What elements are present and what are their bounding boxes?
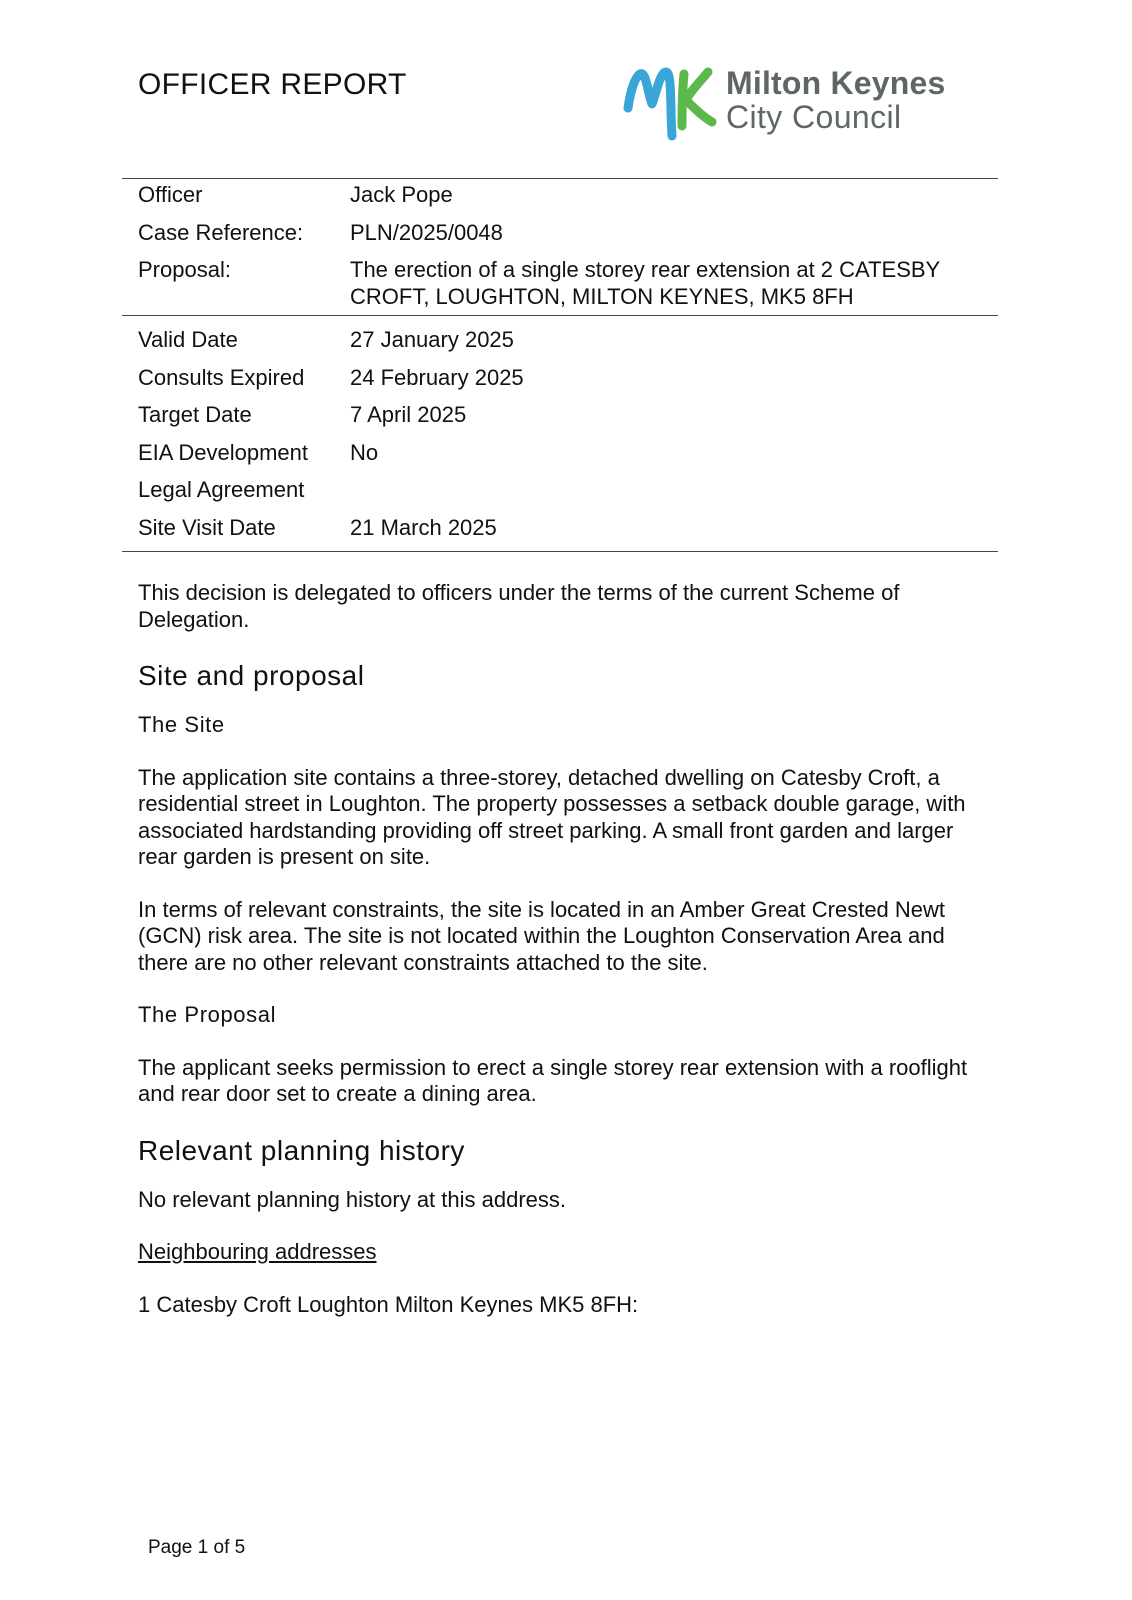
constraints-paragraph: In terms of relevant constraints, the site is located in an Amber Great Crested Newt (GCN) risk area. The site is not located within the Loughton Conservation Area and there are no other relevant constraints attached to the site. [138,896,946,975]
planning-history-heading: Relevant planning history [138,1134,465,1166]
report-body [138,580,998,1344]
date-row [122,476,998,514]
proposal-paragraph: The applicant seeks permission to erect a single storey rear extension with a rooflight and rear door set to create a dining area. [138,1054,968,1106]
neighbouring-addresses-heading: Neighbouring addresses [138,1239,377,1264]
date-value: 7 April 2025 [350,402,467,427]
logo-wordmark [726,67,946,133]
page-number: Page 1 of 5 [148,1537,246,1558]
date-label: Valid Date [122,316,350,364]
site-and-proposal-heading: Site and proposal [138,660,365,691]
date-label: Site Visit Date [122,514,350,552]
delegation-paragraph: This decision is delegated to officers under the terms of the current Scheme of Delegation. [138,580,900,632]
date-value: 27 January 2025 [350,316,998,364]
date-label: EIA Development [138,439,308,465]
date-label: Consults Expired [138,364,305,390]
report-title: OFFICER REPORT [138,68,407,101]
planning-history-paragraph: No relevant planning history at this address. [138,1186,567,1212]
date-value: 24 February 2025 [350,364,524,390]
date-value [350,476,998,514]
proposal-label: Proposal: [138,257,231,282]
officer-row [122,179,998,219]
date-label: Target Date [138,402,252,427]
date-value: 21 March 2025 [350,514,998,552]
officer-label: Officer [122,179,350,219]
case-reference-label: Case Reference: [138,219,304,245]
mk-logo-mark [622,64,718,144]
proposal-value: The erection of a single storey rear extension at 2 CATESBY CROFT, LOUGHTON, MILTON KEYNES, MK5 8FH [350,257,940,309]
logo-line-2: City Council [726,99,902,135]
date-row [122,439,998,477]
council-logo [622,64,1002,144]
date-label: Legal Agreement [138,477,305,502]
site-paragraph: The application site contains a three-storey, detached dwelling on Catesby Croft, a residential street in Loughton. The property possesses a setback double garage, with associated hardstanding providing off street parking. A small front garden and larger rear garden is present on site. [138,764,966,869]
officer-value: Jack Pope [350,179,998,219]
date-row [122,316,998,364]
date-row [122,514,998,552]
neighbour-address: 1 Catesby Croft Loughton Milton Keynes MK5 8FH: [138,1291,639,1317]
case-reference-row [122,219,998,257]
proposal-row [122,256,998,316]
case-details-table [122,178,998,552]
case-reference-value: PLN/2025/0048 [350,219,503,245]
date-row [122,401,998,439]
proposal-subheading: The Proposal [138,1002,277,1027]
date-value: No [350,439,379,465]
logo-line-1: Milton Keynes [726,65,946,101]
date-row [122,364,998,402]
site-subheading: The Site [138,712,225,737]
